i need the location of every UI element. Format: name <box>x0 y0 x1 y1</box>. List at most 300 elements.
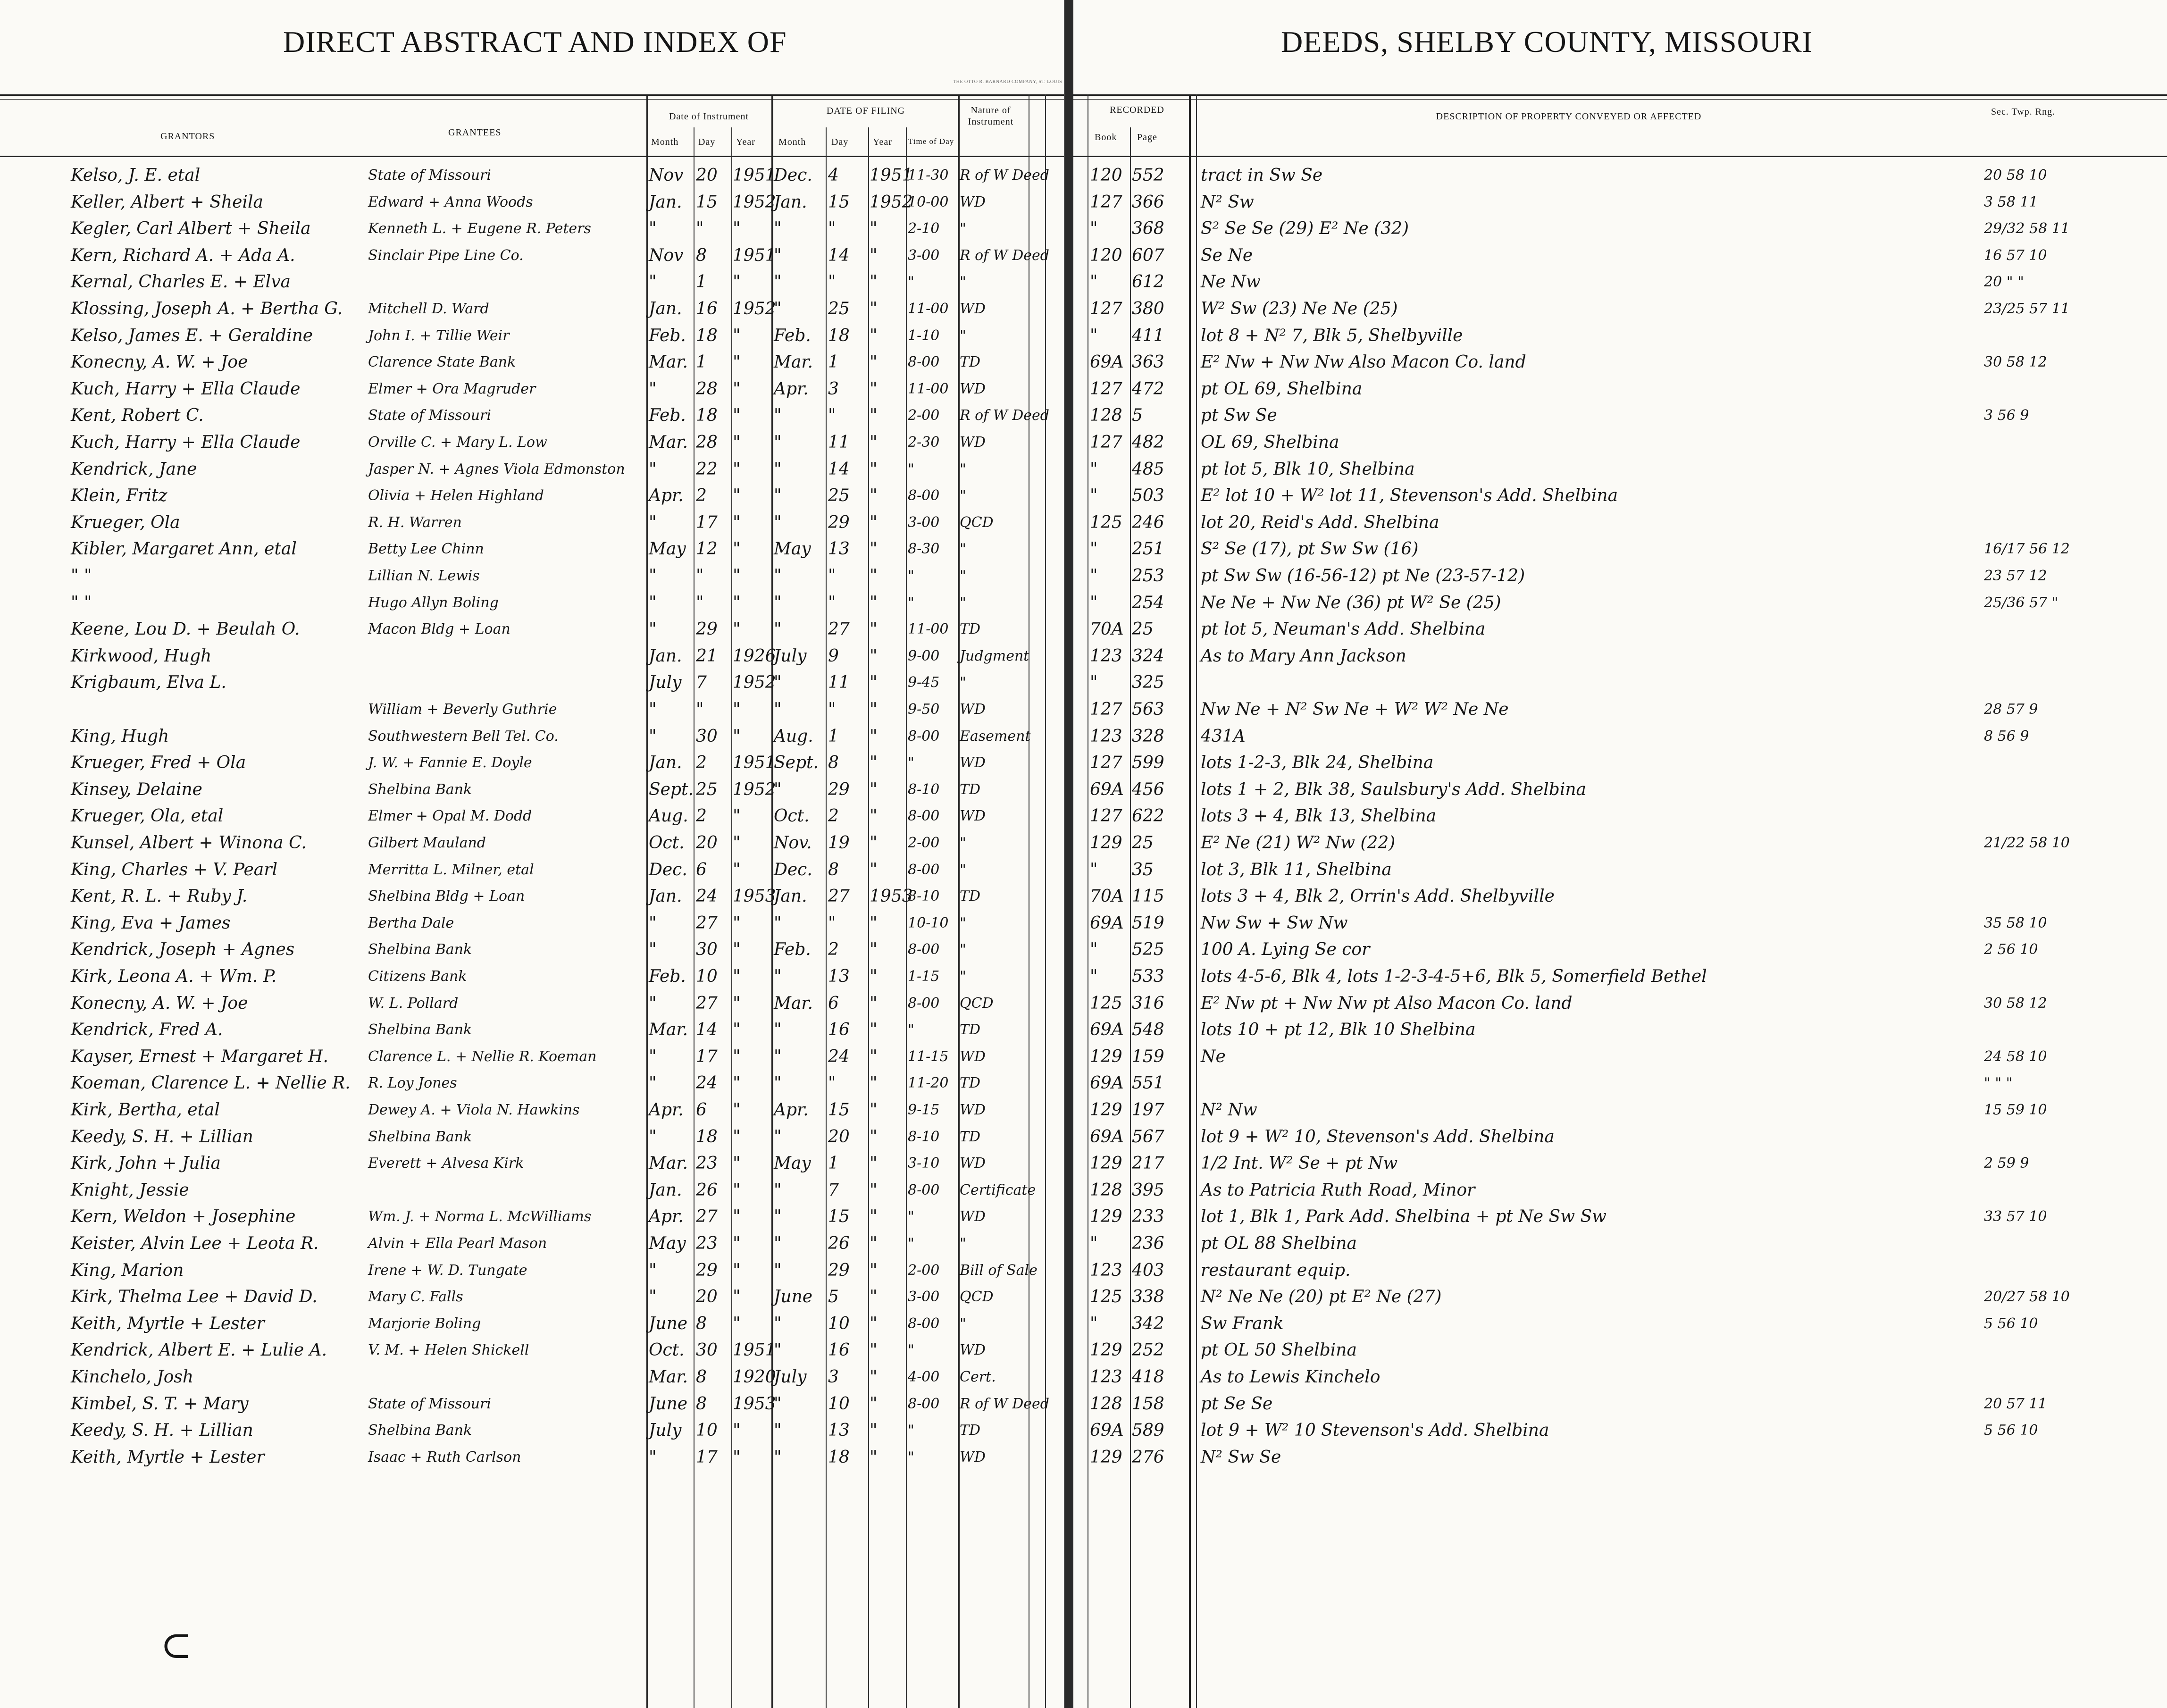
nature-cell: " <box>960 460 966 477</box>
entry-row-left <box>0 1392 1064 1418</box>
filing-day-cell: 10 <box>828 1394 850 1414</box>
instrument-month-cell: " <box>649 1073 657 1093</box>
book-cell: 120 <box>1090 166 1122 185</box>
instrument-month-cell: Mar. <box>649 1020 688 1040</box>
entry-row-right <box>1073 831 2167 857</box>
entry-row-left <box>0 1018 1064 1044</box>
page-cell: 246 <box>1132 512 1164 532</box>
filing-month-cell: Oct. <box>774 806 810 826</box>
filing-day-cell: 11 <box>828 673 850 693</box>
filing-month-cell: Feb. <box>774 940 811 960</box>
instrument-month-cell: " <box>649 512 657 532</box>
instrument-year-cell: " <box>733 1234 741 1253</box>
sec-twp-rng-cell: 5 56 10 <box>1984 1315 2038 1332</box>
page-cell: 552 <box>1132 166 1164 185</box>
filing-month-cell: " <box>774 459 782 479</box>
description-cell: N² Sw Se <box>1201 1447 1281 1467</box>
filing-month-cell: " <box>774 1260 782 1280</box>
book-cell: 127 <box>1090 806 1122 826</box>
instrument-month-cell: " <box>649 272 657 292</box>
instrument-year-cell: " <box>733 1287 741 1307</box>
filing-year-cell: " <box>870 1207 878 1227</box>
page-cell: 197 <box>1132 1100 1164 1120</box>
grantee-cell: Everett + Alvesa Kirk <box>368 1155 524 1172</box>
filing-time-cell: 8-00 <box>908 941 940 958</box>
instrument-month-cell: Mar. <box>649 352 688 372</box>
filing-year-cell: 1951 <box>870 166 913 185</box>
filing-month-cell: " <box>774 1421 782 1440</box>
instrument-month-cell: " <box>649 940 657 960</box>
instrument-year-cell: " <box>733 726 741 746</box>
filing-time-cell: 8-00 <box>908 1181 940 1198</box>
header-page: Page <box>1137 132 1157 142</box>
filing-month-cell: " <box>774 1394 782 1414</box>
entry-row-right <box>1073 270 2167 296</box>
entry-row-left <box>0 617 1064 644</box>
filing-month-cell: Mar. <box>774 352 813 372</box>
sec-twp-rng-cell: 16/17 56 12 <box>1984 541 2070 558</box>
entry-row-left <box>0 297 1064 323</box>
left-page-title: DIRECT ABSTRACT AND INDEX OF <box>283 25 787 59</box>
entry-row-left <box>0 457 1064 484</box>
filing-month-cell: " <box>774 1180 782 1200</box>
grantor-cell: Kirk, Thelma Lee + David D. <box>71 1287 318 1307</box>
instrument-year-cell: " <box>733 806 741 826</box>
description-cell: As to Patricia Ruth Road, Minor <box>1201 1180 1475 1200</box>
filing-month-cell: " <box>774 433 782 452</box>
entry-row-left <box>0 724 1064 751</box>
book-cell: 123 <box>1090 1260 1122 1280</box>
instrument-month-cell: " <box>649 379 657 399</box>
grantor-cell: Krueger, Fred + Ola <box>71 753 246 773</box>
page-cell: 325 <box>1132 673 1164 693</box>
instrument-year-cell: " <box>733 352 741 372</box>
filing-time-cell: 1-10 <box>908 327 940 344</box>
filing-year-cell: " <box>870 1047 878 1066</box>
grantor-cell: Keith, Myrtle + Lester <box>71 1314 265 1333</box>
filing-time-cell: " <box>908 594 914 611</box>
grantor-cell: Kuch, Harry + Ella Claude <box>71 379 301 399</box>
filing-year-cell: " <box>870 593 878 612</box>
nature-cell: " <box>960 327 966 344</box>
grantee-cell: Dewey A. + Viola N. Hawkins <box>368 1102 580 1118</box>
instrument-year-cell: " <box>733 940 741 960</box>
filing-time-cell: " <box>908 1342 914 1359</box>
header-filing-month: Month <box>778 137 806 147</box>
entry-row-left <box>0 217 1064 243</box>
instrument-year-cell: " <box>733 433 741 452</box>
filing-year-cell: " <box>870 1020 878 1040</box>
page-cell: 380 <box>1132 299 1164 318</box>
instrument-month-cell: Mar. <box>649 1367 688 1387</box>
book-cell: " <box>1090 940 1098 960</box>
instrument-day-cell: 21 <box>696 646 718 666</box>
book-cell: 120 <box>1090 245 1122 265</box>
grantee-cell: Shelbina Bank <box>368 781 472 798</box>
book-cell: 69A <box>1090 913 1124 933</box>
grantee-cell: Shelbina Bldg + Loan <box>368 888 525 905</box>
grantor-cell: Keller, Albert + Sheila <box>71 192 263 212</box>
entry-row-right <box>1073 403 2167 430</box>
filing-month-cell: " <box>774 620 782 639</box>
entry-row-left <box>0 1418 1064 1445</box>
nature-cell: " <box>960 1235 966 1252</box>
grantor-cell: Klossing, Joseph A. + Bertha G. <box>71 299 343 318</box>
sec-twp-rng-cell: 20 58 10 <box>1984 167 2047 184</box>
sec-twp-rng-cell: 30 58 12 <box>1984 995 2047 1012</box>
nature-cell: R of W Deed <box>960 247 1049 264</box>
grantor-cell: Kimbel, S. T. + Mary <box>71 1394 249 1414</box>
instrument-day-cell: 2 <box>696 806 707 826</box>
instrument-year-cell: " <box>733 833 741 853</box>
filing-day-cell: 10 <box>828 1314 850 1333</box>
instrument-month-cell: Nov <box>649 245 684 265</box>
entry-row-left <box>0 324 1064 350</box>
filing-time-cell: 8-00 <box>908 487 940 504</box>
entry-row-right <box>1073 1151 2167 1178</box>
entry-row-right <box>1073 537 2167 563</box>
nature-cell: TD <box>960 1021 981 1038</box>
instrument-day-cell: 24 <box>696 887 718 906</box>
filing-year-cell: " <box>870 993 878 1013</box>
instrument-day-cell: 6 <box>696 860 707 879</box>
instrument-year-cell: 1951 <box>733 753 776 773</box>
grantor-cell: Kernal, Charles E. + Elva <box>71 272 291 292</box>
instrument-year-cell: 1952 <box>733 192 776 212</box>
entry-row-left <box>0 697 1064 724</box>
filing-month-cell: May <box>774 1154 811 1173</box>
book-cell: 69A <box>1090 1421 1124 1440</box>
filing-year-cell: " <box>870 433 878 452</box>
page-cell: 482 <box>1132 433 1164 452</box>
instrument-day-cell: " <box>696 566 704 586</box>
page-cell: 472 <box>1132 379 1164 399</box>
entry-row-left <box>0 858 1064 884</box>
book-cell: 70A <box>1090 620 1124 639</box>
sec-twp-rng-cell: 28 57 9 <box>1984 701 2038 718</box>
header-filing-day: Day <box>831 137 849 147</box>
sec-twp-rng-cell: 21/22 58 10 <box>1984 835 2070 851</box>
filing-year-cell: " <box>870 1260 878 1280</box>
book-cell: " <box>1090 593 1098 612</box>
book-cell: " <box>1090 1314 1098 1333</box>
sec-twp-rng-cell: 35 58 10 <box>1984 914 2047 931</box>
filing-day-cell: 7 <box>828 1180 839 1200</box>
nature-cell: TD <box>960 888 981 905</box>
page-cell: 25 <box>1132 833 1154 853</box>
nature-cell: " <box>960 568 966 584</box>
filing-day-cell: 1 <box>828 1154 839 1173</box>
instrument-month-cell: July <box>649 673 682 693</box>
book-cell: 70A <box>1090 887 1124 906</box>
instrument-year-cell: " <box>733 1314 741 1333</box>
filing-time-cell: " <box>908 1021 914 1038</box>
entry-row-left <box>0 403 1064 430</box>
grantee-cell: Elmer + Opal M. Dodd <box>368 808 532 825</box>
filing-time-cell: 11-30 <box>908 167 949 184</box>
filing-year-cell: " <box>870 379 878 399</box>
instrument-day-cell: 10 <box>696 967 718 986</box>
filing-day-cell: " <box>828 913 836 933</box>
book-cell: " <box>1090 673 1098 693</box>
page-cell: 217 <box>1132 1154 1164 1173</box>
instrument-year-cell: " <box>733 486 741 506</box>
grantee-cell: W. L. Pollard <box>368 995 459 1012</box>
filing-day-cell: 6 <box>828 993 839 1013</box>
book-cell: " <box>1090 1234 1098 1253</box>
instrument-year-cell: 1920 <box>733 1367 776 1387</box>
filing-day-cell: 15 <box>828 1100 850 1120</box>
instrument-day-cell: 17 <box>696 1047 718 1066</box>
entry-row-left <box>0 243 1064 270</box>
entry-row-right <box>1073 670 2167 697</box>
entry-row-left <box>0 1045 1064 1071</box>
book-cell: 69A <box>1090 1020 1124 1040</box>
instrument-day-cell: 25 <box>696 779 718 799</box>
filing-year-cell: " <box>870 1180 878 1200</box>
instrument-month-cell: " <box>649 1447 657 1467</box>
instrument-day-cell: " <box>696 700 704 719</box>
filing-year-cell: " <box>870 245 878 265</box>
grantor-cell: Kent, R. L. + Ruby J. <box>71 887 248 906</box>
instrument-month-cell: Sept. <box>649 779 694 799</box>
filing-year-cell: " <box>870 673 878 693</box>
entry-row-left <box>0 537 1064 563</box>
entry-row-right <box>1073 751 2167 777</box>
filing-time-cell: " <box>908 274 914 291</box>
instrument-day-cell: 10 <box>696 1421 718 1440</box>
filing-month-cell: " <box>774 1207 782 1227</box>
filing-day-cell: 14 <box>828 245 850 265</box>
instrument-year-cell: 1951 <box>733 1340 776 1360</box>
page-cell: 411 <box>1132 326 1164 345</box>
book-cell: 69A <box>1090 1127 1124 1147</box>
grantor-cell: Kirk, John + Julia <box>71 1154 221 1173</box>
description-cell: lot 9 + W² 10 Stevenson's Add. Shelbina <box>1201 1421 1549 1440</box>
filing-time-cell: 10-00 <box>908 193 949 210</box>
entry-row-right <box>1073 964 2167 991</box>
entry-row-right <box>1073 1178 2167 1205</box>
instrument-year-cell: " <box>733 700 741 719</box>
nature-cell: " <box>960 1315 966 1332</box>
filing-year-cell: " <box>870 940 878 960</box>
filing-day-cell: 3 <box>828 379 839 399</box>
grantor-cell: Keene, Lou D. + Beulah O. <box>71 620 300 639</box>
entry-row-right <box>1073 938 2167 964</box>
instrument-day-cell: 23 <box>696 1234 718 1253</box>
nature-cell: TD <box>960 1128 981 1145</box>
description-cell: lot 3, Blk 11, Shelbina <box>1201 860 1392 879</box>
instrument-month-cell: " <box>649 700 657 719</box>
nature-cell: Cert. <box>960 1369 996 1385</box>
filing-day-cell: " <box>828 566 836 586</box>
instrument-day-cell: 16 <box>696 299 718 318</box>
filing-day-cell: 9 <box>828 646 839 666</box>
filing-year-cell: " <box>870 1234 878 1253</box>
page-cell: 622 <box>1132 806 1164 826</box>
sec-twp-rng-cell: 30 58 12 <box>1984 354 2047 371</box>
nature-cell: WD <box>960 1208 986 1225</box>
instrument-year-cell: " <box>733 1421 741 1440</box>
instrument-day-cell: 2 <box>696 753 707 773</box>
page-cell: 115 <box>1132 887 1164 906</box>
page-cell: 395 <box>1132 1180 1164 1200</box>
description-cell: OL 69, Shelbina <box>1201 433 1339 452</box>
sec-twp-rng-cell: 20 " " <box>1984 274 2024 291</box>
book-cell: 129 <box>1090 1100 1122 1120</box>
filing-month-cell: " <box>774 219 782 239</box>
right-page-title: DEEDS, SHELBY COUNTY, MISSOURI <box>1281 25 1813 59</box>
filing-time-cell: 2-00 <box>908 1262 940 1279</box>
grantor-cell: Kunsel, Albert + Winona C. <box>71 833 307 853</box>
description-cell: N² Ne Ne (20) pt E² Ne (27) <box>1201 1287 1442 1307</box>
nature-cell: " <box>960 968 966 985</box>
instrument-month-cell: July <box>649 1421 682 1440</box>
header-sec-twp-rng: Sec. Twp. Rng. <box>1991 107 2056 117</box>
nature-cell: " <box>960 220 966 237</box>
instrument-month-cell: Mar. <box>649 433 688 452</box>
sec-twp-rng-cell: 25/36 57 " <box>1984 594 2058 611</box>
entry-row-right <box>1073 778 2167 804</box>
grantor-cell: Kendrick, Albert E. + Lulie A. <box>71 1340 327 1360</box>
filing-month-cell: " <box>774 1073 782 1093</box>
description-cell: Nw Ne + N² Sw Ne + W² W² Ne Ne <box>1201 700 1509 719</box>
grantee-cell: Jasper N. + Agnes Viola Edmonston <box>368 460 625 477</box>
instrument-year-cell: 1952 <box>733 779 776 799</box>
entry-row-right <box>1073 1445 2167 1472</box>
filing-day-cell: 8 <box>828 860 839 879</box>
filing-day-cell: " <box>828 1073 836 1093</box>
filing-time-cell: 4-00 <box>908 1369 940 1385</box>
filing-month-cell: " <box>774 967 782 986</box>
filing-time-cell: 10-10 <box>908 914 949 931</box>
instrument-year-cell: " <box>733 1154 741 1173</box>
nature-cell: WD <box>960 380 986 397</box>
description-cell: pt OL 88 Shelbina <box>1201 1234 1357 1253</box>
pencil-mark: ⊂ <box>160 1625 192 1666</box>
filing-time-cell: 8-00 <box>908 354 940 371</box>
filing-month-cell: " <box>774 913 782 933</box>
grantee-cell: Orville C. + Mary L. Low <box>368 434 547 451</box>
instrument-month-cell: " <box>649 1047 657 1066</box>
filing-day-cell: " <box>828 593 836 612</box>
entry-row-left <box>0 190 1064 217</box>
filing-day-cell: 20 <box>828 1127 850 1147</box>
nature-cell: R of W Deed <box>960 167 1049 184</box>
entry-row-left <box>0 670 1064 697</box>
instrument-month-cell: " <box>649 993 657 1013</box>
filing-day-cell: 13 <box>828 967 850 986</box>
page-cell: 485 <box>1132 459 1164 479</box>
entry-row-right <box>1073 804 2167 830</box>
nature-cell: Certificate <box>960 1181 1036 1198</box>
instrument-month-cell: Oct. <box>649 833 685 853</box>
sec-twp-rng-cell: 5 56 10 <box>1984 1422 2038 1439</box>
filing-time-cell: 8-00 <box>908 995 940 1012</box>
filing-year-cell: " <box>870 512 878 532</box>
filing-time-cell: 11-20 <box>908 1075 949 1092</box>
entry-row-right <box>1073 1365 2167 1391</box>
sec-twp-rng-cell: " " " <box>1984 1075 2013 1092</box>
filing-month-cell: Feb. <box>774 326 811 345</box>
nature-cell: TD <box>960 621 981 638</box>
page-cell: 316 <box>1132 993 1164 1013</box>
filing-time-cell: 2-00 <box>908 407 940 424</box>
description-cell: N² Sw <box>1201 192 1254 212</box>
page-cell: 589 <box>1132 1421 1164 1440</box>
filing-time-cell: 9-00 <box>908 647 940 664</box>
filing-day-cell: " <box>828 406 836 426</box>
book-cell: 129 <box>1090 1340 1122 1360</box>
page-cell: 519 <box>1132 913 1164 933</box>
instrument-month-cell: Feb. <box>649 326 686 345</box>
book-cell: 129 <box>1090 1154 1122 1173</box>
header-rule-bottom-right <box>1073 156 2167 157</box>
entry-row-left <box>0 1445 1064 1472</box>
header-date-of-filing: DATE OF FILING <box>826 106 905 116</box>
filing-day-cell: " <box>828 700 836 719</box>
description-cell: Nw Sw + Sw Nw <box>1201 913 1348 933</box>
instrument-year-cell: " <box>733 539 741 559</box>
grantee-cell: Mitchell D. Ward <box>368 301 489 317</box>
grantee-cell: Kenneth L. + Eugene R. Peters <box>368 220 591 237</box>
description-cell: W² Sw (23) Ne Ne (25) <box>1201 299 1398 318</box>
grantee-cell: Olivia + Helen Highland <box>368 487 544 504</box>
instrument-month-cell: " <box>649 593 657 612</box>
grantor-cell: King, Eva + James <box>71 913 231 933</box>
grantee-cell: State of Missouri <box>368 167 491 184</box>
filing-time-cell: " <box>908 460 914 477</box>
entry-row-right <box>1073 1071 2167 1097</box>
entry-row-right <box>1073 1418 2167 1445</box>
description-cell: Ne Ne + Nw Ne (36) pt W² Se (25) <box>1201 593 1501 612</box>
filing-month-cell: Apr. <box>774 1100 809 1120</box>
book-cell: 128 <box>1090 1180 1122 1200</box>
instrument-year-cell: " <box>733 1047 741 1066</box>
filing-day-cell: 3 <box>828 1367 839 1387</box>
entry-row-right <box>1073 1258 2167 1285</box>
filing-year-cell: " <box>870 406 878 426</box>
grantor-cell: Krueger, Ola, etal <box>71 806 224 826</box>
description-cell: pt Sw Sw (16-56-12) pt Ne (23-57-12) <box>1201 566 1525 586</box>
instrument-year-cell: " <box>733 326 741 345</box>
entry-row-right <box>1073 163 2167 190</box>
instrument-year-cell: " <box>733 1180 741 1200</box>
filing-day-cell: 8 <box>828 753 839 773</box>
entry-row-left <box>0 1125 1064 1151</box>
filing-year-cell: " <box>870 352 878 372</box>
filing-month-cell: " <box>774 700 782 719</box>
filing-year-cell: " <box>870 539 878 559</box>
grantee-cell: Alvin + Ella Pearl Mason <box>368 1235 547 1252</box>
sec-twp-rng-cell: 15 59 10 <box>1984 1102 2047 1118</box>
instrument-month-cell: Aug. <box>649 806 688 826</box>
entry-row-right <box>1073 217 2167 243</box>
grantor-cell: Klein, Fritz <box>71 486 167 506</box>
filing-year-cell: " <box>870 486 878 506</box>
sec-twp-rng-cell: 29/32 58 11 <box>1984 220 2070 237</box>
filing-month-cell: " <box>774 1047 782 1066</box>
filing-month-cell: " <box>774 1127 782 1147</box>
filing-year-cell: " <box>870 700 878 719</box>
entry-row-right <box>1073 991 2167 1018</box>
description-cell: lots 1-2-3, Blk 24, Shelbina <box>1201 753 1434 773</box>
filing-year-cell: " <box>870 1127 878 1147</box>
entry-row-right <box>1073 324 2167 350</box>
filing-day-cell: 1 <box>828 352 839 372</box>
filing-time-cell: 8-10 <box>908 781 940 798</box>
nature-cell: WD <box>960 808 986 825</box>
